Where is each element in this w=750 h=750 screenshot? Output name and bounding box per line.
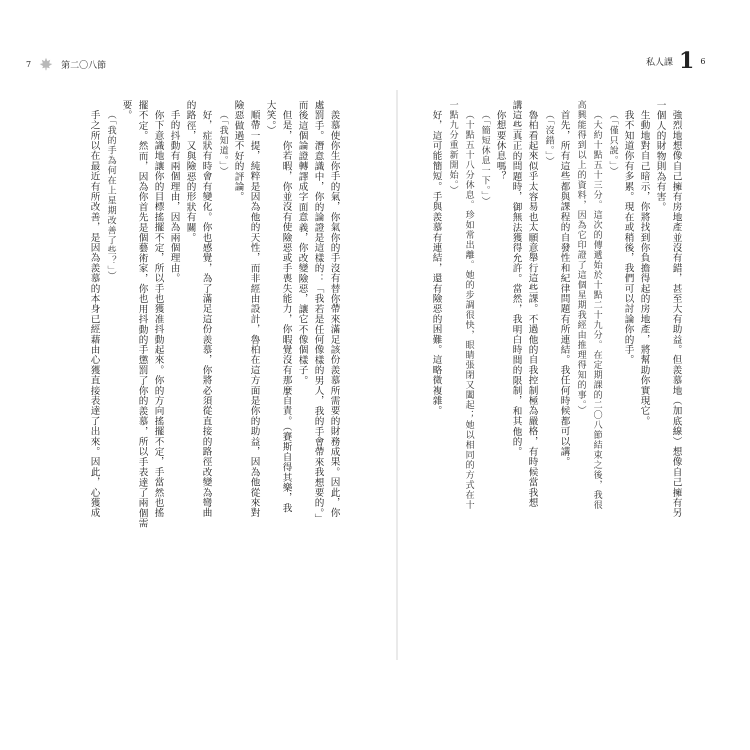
right-page-header	[646, 48, 705, 74]
text-column: 好，症狀有時會有變化。你也感覺，為了滿足這份羨慕，你將必須從直接的路徑改變為彎曲	[200, 110, 212, 518]
right-chapter-number: 1	[679, 48, 695, 74]
text-column: 講這些真正的問題時，御無法獲得允許。當然，我明白時間的限制，和其他的。	[510, 100, 522, 457]
left-page-header	[26, 56, 106, 72]
text-column: 一個人的財物則為有害。	[654, 100, 666, 213]
book-gutter	[396, 90, 398, 660]
text-column: 擺不定。然而，因為你首先是個藝術家，你也用抖動的手懲罰了你的羨慕，所以手表達了兩個需	[136, 100, 148, 529]
text-column: 高興能得到以上的資料，因為它印證了這個星期我經由推理得知的事。）	[575, 100, 586, 416]
text-column: （十點五十八分休息。珍如常出離。她的步調很快，眼睛張閉又闔起；她以相同的方式在十	[463, 110, 474, 510]
text-column: （「沒錯。」）	[543, 110, 554, 167]
text-column: 強烈地想像自己擁有房地產並沒有錯，甚至大有助益。但羨慕地（加底線）想像自己擁有另	[670, 110, 682, 518]
text-column: 我不知道你有多累。現在或稍後，我們可以討論你的手。	[622, 110, 634, 365]
text-column: 你想要休息嗎？	[494, 110, 506, 182]
text-column: 魯柏看起來似乎太容易也太願意舉行這些課。不過他的自我控制極為嚴格，有時候當我想	[526, 110, 538, 508]
text-column: （「簡短休息一下。」）	[479, 110, 490, 207]
text-column: 大笑。）	[264, 100, 276, 136]
text-column: 處罰手。潛意識中，你的論證是這樣的：「我若是任何像樣的男人，我的手會帶來我想要的。」	[312, 100, 324, 524]
text-column: 險惡做過不好的評論。	[232, 100, 244, 202]
text-column: 的路徑，又與險惡的形狀有關。	[184, 100, 196, 243]
text-column: （「我的手為何在上星期改善了些？」）	[105, 110, 116, 281]
text-column: 而後這個論證轉譯成字面意義，你改變險惡，讓它不像個樣子。	[296, 100, 308, 386]
text-column: 順帶一提，純粹是因為他的天性，而非經由設計，魯柏在這方面是你的助益，因為他從來對	[248, 110, 260, 518]
left-chapter-title: 第二〇八節	[61, 60, 107, 71]
right-book-title: 私人課	[646, 57, 674, 68]
text-column: 要。	[120, 100, 132, 121]
text-column: 生動地對自己暗示，你將找到你負擔得起的房地產，將幫助你實現它。	[638, 110, 650, 427]
text-column: （大約十點五十三分。這次的傳遞始於十點二十九分。在定期課的二〇八節結束之後，我很	[591, 110, 602, 510]
text-column: 一點九分重新開始。）	[447, 100, 458, 196]
text-column: 但是，你若暇，你並沒有使險惡或手喪失能力，你暇覺沒有那麼自責。（賽斯自得其樂，我	[280, 110, 292, 514]
text-column: 首先，所有這些都與課程的自發性和紀律問題有所連結。我任何時候都可以講。	[558, 110, 570, 467]
text-column: 好，這可能簡短。手與羨慕有連結，還有險惡的困難。這略微複雜。	[430, 110, 442, 416]
text-column: （「我知道。」）	[217, 110, 228, 177]
maple-leaf-icon	[39, 57, 53, 71]
text-column: 你下意識地讓你的目標搖擺不定，所以手也獲准抖動起來。你的方向搖擺不定，手當然也搖	[152, 110, 164, 518]
text-column: 羨慕使你生你手的氣，你氣你的手沒有替你帶來滿足該份羨慕所需要的財務成果。因此，你	[328, 110, 340, 518]
text-column: （「僅只說。」）	[607, 110, 618, 177]
left-page-number: 7	[26, 59, 32, 69]
right-page-number: 6	[700, 56, 706, 66]
text-column: 手之所以在最近有所改善，是因為羨慕的本身已經藉由心獲直接表達了出來。因此，心獲成	[88, 110, 100, 518]
text-column: 手的抖動有兩個理由，因為兩個理由。	[168, 110, 180, 284]
